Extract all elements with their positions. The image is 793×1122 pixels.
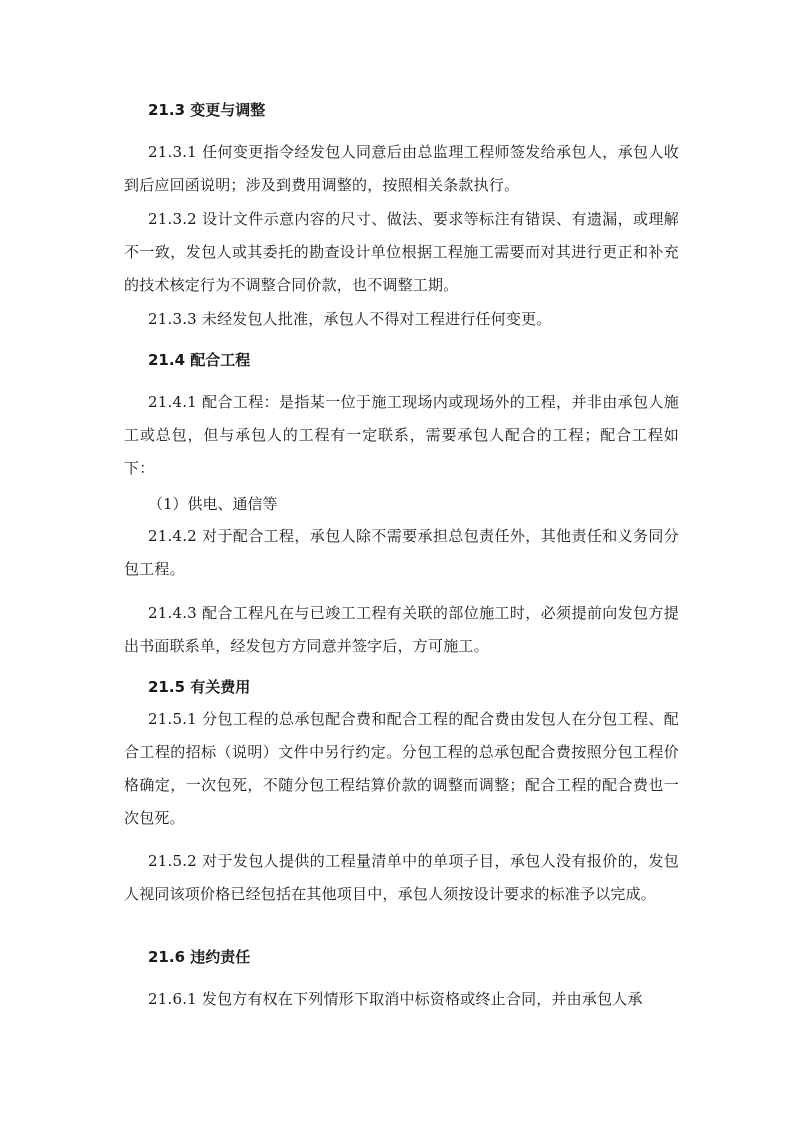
section-heading-21-5: 21.5 有关费用 — [148, 678, 251, 696]
paragraph-21-3-1: 21.3.1 任何变更指令经发包人同意后由总监理工程师签发给承包人，承包人收到后应回函说明；涉及到费用调整的，按照相关条款执行。 — [124, 143, 679, 194]
paragraph-21-6-1: 21.6.1 发包方有权在下列情形下取消中标资格或终止合同，并由承包人承 — [148, 990, 643, 1008]
paragraph-21-3-3: 21.3.3 未经发包人批准，承包人不得对工程进行任何变更。 — [148, 310, 552, 328]
section-heading-21-6: 21.6 违约责任 — [148, 948, 251, 966]
paragraph-21-4-3: 21.4.3 配合工程凡在与已竣工工程有关联的部位施工时，必须提前向发包方提出书面联系单，经发包方方同意并签字后，方可施工。 — [124, 604, 679, 655]
list-item-1: （1）供电、通信等 — [148, 495, 278, 513]
section-heading-21-4: 21.4 配合工程 — [148, 351, 251, 369]
paragraph-21-5-2: 21.5.2 对于发包人提供的工程量清单中的单项子目，承包人没有报价的，发包人视同该项价格已经包括在其他项目中，承包人须按设计要求的标准予以完成。 — [124, 852, 679, 903]
paragraph-21-5-1: 21.5.1 分包工程的总承包配合费和配合工程的配合费由发包人在分包工程、配合工程的招标（说明）文件中另行约定。分包工程的总承包配合费按照分包工程价格确定，一次包死，不随分包工程结算价款的调整而调整；配合工程的配合费也一次包死。 — [124, 710, 679, 827]
paragraph-21-4-1: 21.4.1 配合工程：是指某一位于施工现场内或现场外的工程，并非由承包人施工或总包，但与承包人的工程有一定联系，需要承包人配合的工程；配合工程如下： — [124, 393, 679, 477]
paragraph-21-4-2: 21.4.2 对于配合工程，承包人除不需要承担总包责任外，其他责任和义务同分包工程。 — [124, 527, 679, 578]
paragraph-21-3-2: 21.3.2 设计文件示意内容的尺寸、做法、要求等标注有错误、有遗漏，或理解不一致，发包人或其委托的勘查设计单位根据工程施工需要而对其进行更正和补充的技术核定行为不调整合同价款，也不调整工期。 — [124, 210, 679, 294]
section-heading-21-3: 21.3 变更与调整 — [148, 101, 266, 119]
